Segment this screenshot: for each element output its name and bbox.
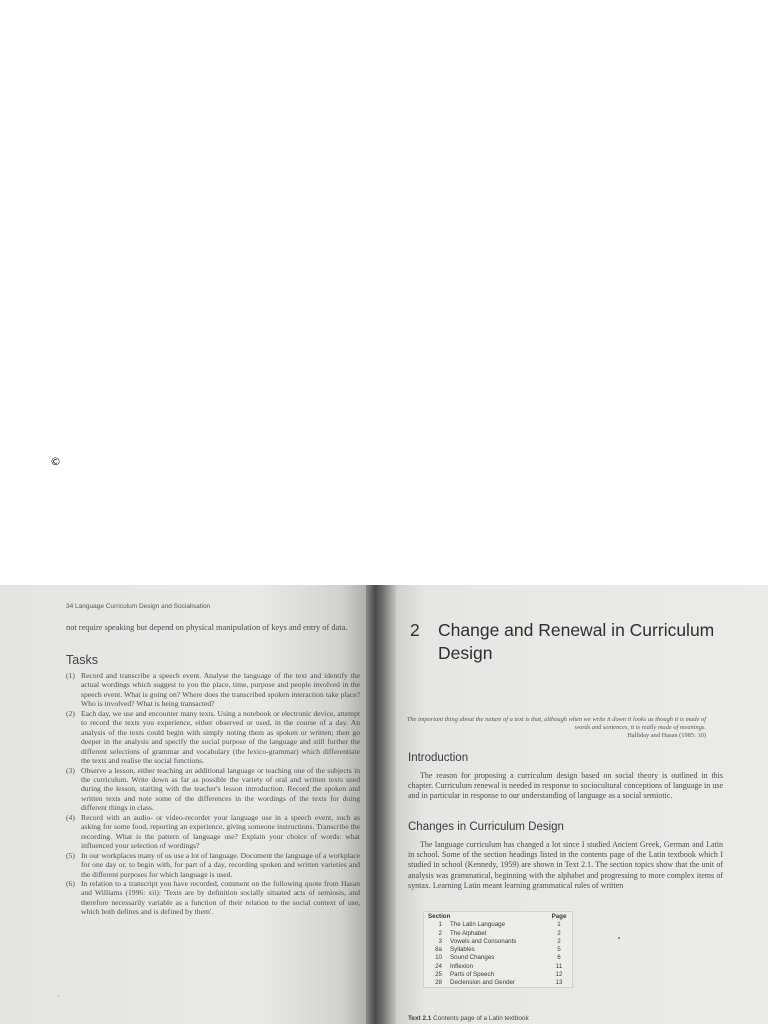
introduction-heading: Introduction bbox=[408, 752, 469, 764]
chapter-number: 2 bbox=[410, 620, 420, 640]
section-page: 2 bbox=[557, 937, 561, 945]
table-row bbox=[424, 929, 572, 937]
section-page: 6 bbox=[557, 954, 561, 962]
task-item bbox=[66, 671, 360, 709]
section-number: 25 bbox=[435, 971, 442, 979]
section-page: 1 bbox=[557, 921, 561, 929]
epigraph-citation: Halliday and Hasan (1985: 10) bbox=[627, 732, 706, 740]
section-page: 5 bbox=[557, 946, 561, 954]
section-topic: Inflexion bbox=[450, 962, 474, 970]
task-text: Each day, we use and encounter many texts. Using a notebook or electronic device, attempt to record the texts you experience, either observed or used, in the course of a day. An analysis of the texts could begin with simply noting them as spoken or written; then go deeper in the analysis and specify the social purpose of the language and still further the different selections of grammar and vocabulary (the lexico-grammar) which differentiate the texts and realise the social functions. bbox=[81, 708, 360, 766]
section-topic: Sound Changes bbox=[450, 954, 495, 962]
page-mark: ' bbox=[58, 995, 60, 1001]
task-number: (3) bbox=[66, 765, 75, 775]
task-item bbox=[66, 709, 360, 766]
task-number: (1) bbox=[66, 671, 75, 680]
table-row bbox=[424, 971, 572, 979]
section-topic: Vowels and Consonants bbox=[450, 937, 517, 945]
copyright-symbol: © bbox=[50, 455, 61, 468]
section-number: 28 bbox=[435, 979, 442, 987]
task-text: Record and transcribe a speech event. Analyse the language of the text and identify the actual wordings which suggest to you the place, time, purpose and people involved in the speech event. What is going on? Where does the transcribed spoken interaction take place? Who is involved? What is being transacted? bbox=[81, 671, 360, 709]
contents-table bbox=[424, 912, 572, 987]
table-row bbox=[424, 938, 572, 946]
book-spread bbox=[0, 585, 768, 1024]
task-text: In our workplaces many of us use a lot of language. Document the language of a workplace for one day or, to begin with, for part of a day, recording spoken and written varieties and the different purposes for which language is used. bbox=[81, 850, 360, 879]
scan-speck bbox=[618, 937, 620, 939]
section-page: 2 bbox=[557, 929, 561, 937]
task-item bbox=[66, 879, 360, 917]
task-number: (2) bbox=[66, 708, 75, 718]
section-number: 1 bbox=[438, 921, 442, 929]
chapter-title: Change and Renewal in Curriculum Design bbox=[438, 620, 715, 663]
section-topic: The Alphabet bbox=[450, 929, 487, 937]
tasks-heading: Tasks bbox=[66, 653, 98, 667]
section-number: 24 bbox=[435, 962, 442, 970]
left-page bbox=[0, 585, 370, 1024]
table-row bbox=[424, 979, 572, 987]
task-text: In relation to a transcript you have recorded, comment on the following quote from Hasan and Williams (1996: xii): 'Texts are by definition socially situated acts of semiosis, and therefore necessarily variable as a function of their relation to the social context of use, which both defines and is defined by them'. bbox=[81, 878, 360, 917]
table-caption bbox=[408, 1015, 529, 1022]
table-caption-label: Text 2.1 bbox=[408, 1015, 432, 1022]
section-topic: The Latin Language bbox=[450, 921, 506, 929]
table-caption-text: Contents page of a Latin textbook bbox=[431, 1015, 529, 1022]
epigraph bbox=[406, 716, 706, 741]
table-row bbox=[424, 954, 572, 962]
table-row bbox=[424, 946, 572, 954]
section-page: 13 bbox=[555, 979, 563, 987]
changes-heading: Changes in Curriculum Design bbox=[408, 821, 564, 833]
section-page: 11 bbox=[555, 962, 563, 970]
epigraph-quote: The important thing about the nature of a text is that, although when we write it down it looks as though it is made of words and sentences, it is really made of meanings. bbox=[406, 716, 706, 732]
table-header-row bbox=[424, 912, 572, 921]
task-number: (5) bbox=[66, 850, 75, 860]
introduction-paragraph: The reason for proposing a curriculum design based on social theory is outlined in this chapter. Curriculum renewal is needed in response to sociocultural conceptions of language in use and in particular in response to our understanding of language as a social semiotic. bbox=[408, 771, 723, 801]
header-page: Page bbox=[551, 913, 567, 920]
right-page bbox=[396, 585, 768, 1024]
section-page: 12 bbox=[555, 971, 563, 979]
book-gutter bbox=[366, 585, 396, 1024]
section-number: 8a bbox=[435, 946, 442, 954]
task-item bbox=[66, 813, 360, 851]
section-number: 3 bbox=[438, 937, 442, 945]
task-text: Record with an audio- or video-recorder your language use in a speech event, such as asking for some food, reporting an experience, giving someone instructions. Transcribe the recording. What is the pattern of language use? Explain your choice of words: what influenced your selection of wordings? bbox=[81, 812, 360, 851]
tasks-list bbox=[66, 671, 360, 917]
section-topic: Parts of Speech bbox=[450, 971, 495, 979]
intro-paragraph: not require speaking but depend on physical manipulation of keys and entry of data. bbox=[66, 623, 348, 632]
changes-paragraph: The language curriculum has changed a lot since I studied Ancient Greek, German and Latin in school. Some of the section headings listed in the contents page of the Latin textbook which I studied in school (Kennedy, 1959) are shown in Text 2.1. The section topics show that the unit of analysis was grammatical, beginning with the alphabet and progressing to more complex items of syntax. Learning Latin meant learning grammatical rules of written bbox=[408, 840, 723, 890]
section-number: 2 bbox=[438, 929, 442, 937]
task-number: (6) bbox=[66, 878, 75, 888]
task-item bbox=[66, 766, 360, 813]
task-item bbox=[66, 851, 360, 879]
task-number: (4) bbox=[66, 812, 75, 822]
section-topic: Syllables bbox=[450, 946, 475, 954]
table-row bbox=[424, 921, 572, 929]
task-text: Observe a lesson, either teaching an additional language or teaching one of the subjects in the curriculum. Write down as far as possible the variety of oral and written texts used during the lesson, starting with the teacher's lesson introduction. Record the spoken and written texts and note some of the differences in the wordings of the texts for doing different things in class. bbox=[81, 765, 360, 813]
running-head: 34 Language Curriculum Design and Socialisation bbox=[66, 603, 211, 610]
header-section: Section bbox=[428, 913, 451, 920]
section-number: 10 bbox=[435, 954, 442, 962]
table-row bbox=[424, 962, 572, 970]
section-topic: Declension and Gender bbox=[450, 979, 516, 987]
